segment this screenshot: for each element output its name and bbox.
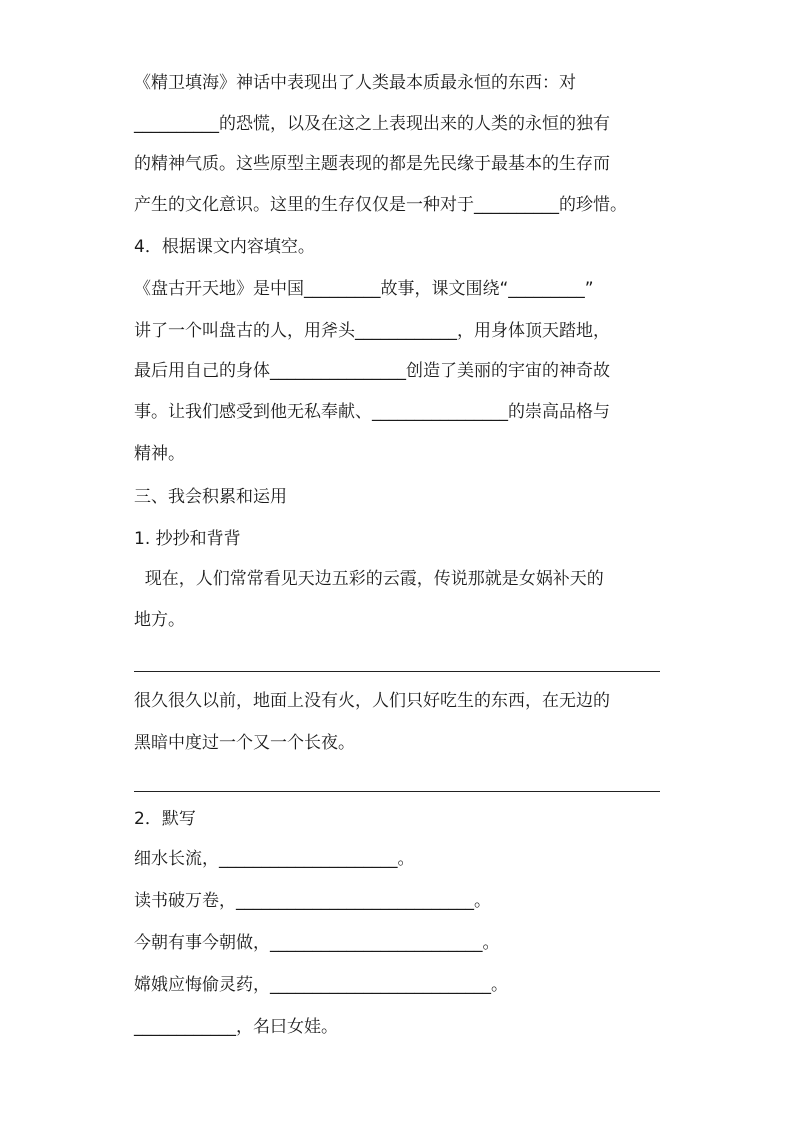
text-line: 产生的文化意识。这里的生存仅仅是一种对于__________的珍惜。 (134, 195, 627, 215)
text-line: __________的恐慌，以及在这之上表现出来的人类的永恒的独有 (134, 114, 610, 134)
text-line: 讲了一个叫盘古的人，用斧头____________，用身体顶天踏地， (134, 321, 610, 341)
text-line: 事。让我们感受到他无私奉献、________________的崇高品格与 (134, 402, 610, 422)
text-line: 的精神气质。这些原型主题表现的都是先民缘于最基本的生存而 (134, 154, 610, 174)
text-line: 《盘古开天地》是中国_________故事，课文围绕“_________” (134, 279, 594, 299)
text-line: 现在，人们常常看见天边五彩的云霞，传说那就是女娲补天的 (134, 569, 604, 589)
text-line: 细水长流，_____________________。 (134, 849, 415, 869)
text-line: 黑暗中度过一个又一个长夜。 (134, 733, 355, 753)
text-line: 嫦娥应悔偷灵药，__________________________。 (134, 975, 508, 995)
answer-line[interactable] (134, 671, 660, 672)
question-heading: 1. 抄抄和背背 (134, 529, 241, 549)
text-line: 《精卫填海》神话中表现出了人类最本质最永恒的东西：对 (134, 73, 576, 93)
text-line: 最后用自己的身体________________创造了美丽的宇宙的神奇故 (134, 361, 610, 381)
text-line: 精神。 (134, 444, 185, 464)
text-line: 很久很久以前，地面上没有火，人们只好吃生的东西，在无边的 (134, 691, 610, 711)
text-line: 读书破万卷，____________________________。 (134, 891, 491, 911)
text-line: ____________，名曰女娃。 (134, 1017, 338, 1037)
answer-line[interactable] (134, 791, 660, 792)
text-line: 地方。 (134, 610, 185, 630)
question-heading: 2．默写 (134, 809, 196, 829)
text-line: 今朝有事今朝做，_________________________。 (134, 933, 500, 953)
section-heading: 三、我会积累和运用 (134, 487, 287, 507)
question-heading: 4．根据课文内容填空。 (134, 237, 315, 257)
